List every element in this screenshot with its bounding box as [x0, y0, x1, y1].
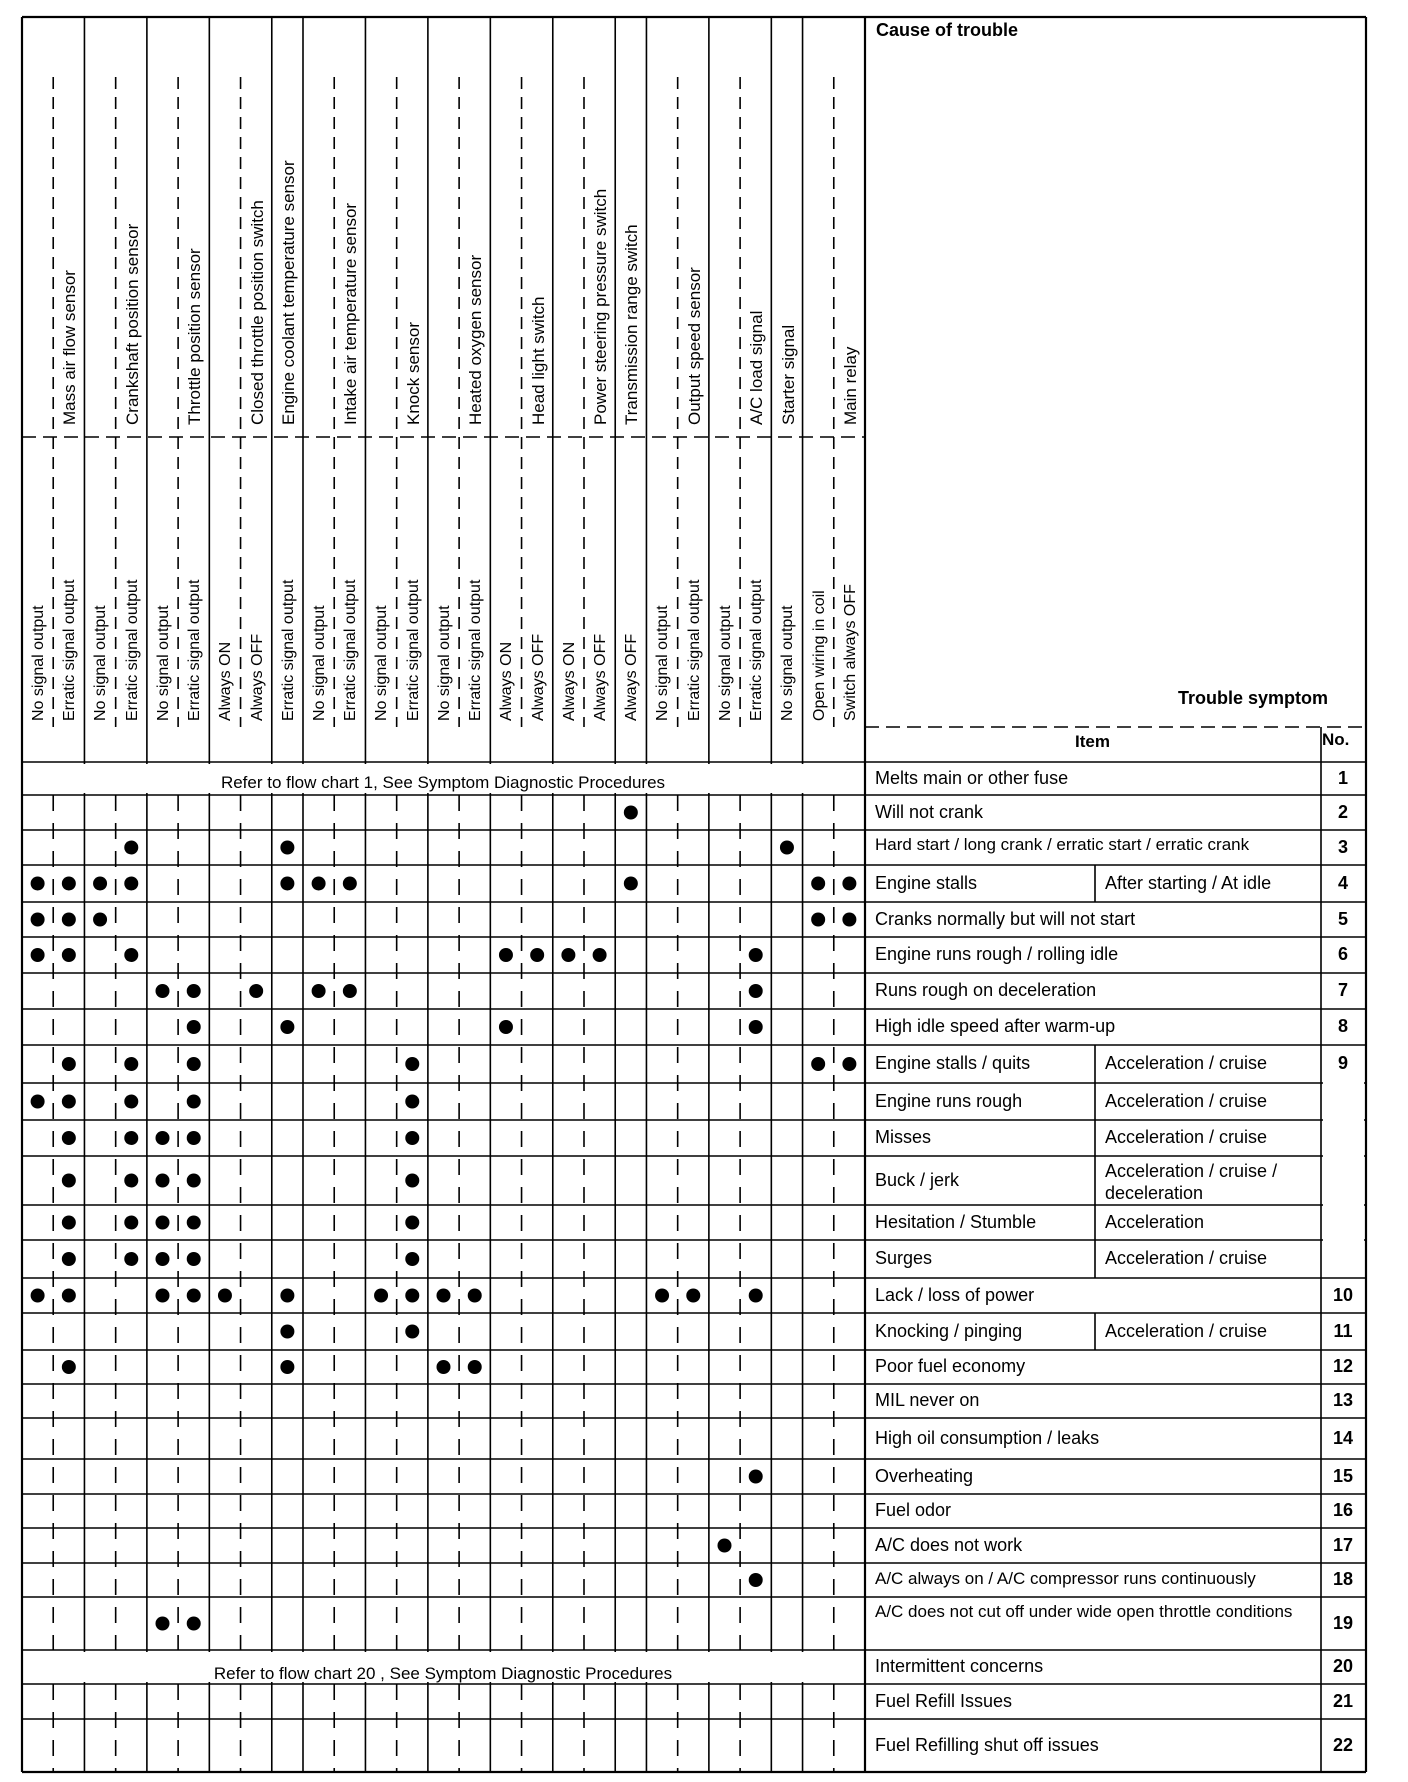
symptom-condition: Acceleration / cruise — [1105, 1248, 1268, 1268]
symptom-dot — [156, 984, 170, 998]
sub-column-label: Always ON — [217, 641, 235, 721]
symptom-dot — [62, 913, 76, 927]
symptom-dot — [31, 913, 45, 927]
symptom-dot — [249, 984, 263, 998]
symptom-item: Intermittent concerns — [875, 1656, 1044, 1676]
symptom-dot — [124, 1174, 138, 1188]
symptom-item: Melts main or other fuse — [875, 767, 1069, 788]
symptom-dot — [156, 1174, 170, 1188]
no-column-header: No. — [1322, 730, 1350, 749]
symptom-dot — [187, 1617, 201, 1631]
symptom-dot — [187, 1252, 201, 1266]
symptom-dot — [561, 948, 575, 962]
symptom-dot — [437, 1289, 451, 1303]
symptom-number: 22 — [1332, 1734, 1354, 1755]
symptom-dot — [124, 877, 138, 891]
symptom-number: 20 — [1332, 1656, 1354, 1676]
flow-chart-20-banner: Refer to flow chart 20 , See Symptom Diagnostic Procedures — [213, 1664, 673, 1683]
symptom-item: Surges — [875, 1248, 933, 1268]
symptom-dot — [405, 1095, 419, 1109]
symptom-dot — [156, 1617, 170, 1631]
symptom-number: 18 — [1332, 1569, 1354, 1589]
symptom-dot — [187, 1131, 201, 1145]
symptom-dot — [31, 1289, 45, 1303]
symptom-item: Fuel Refill Issues — [875, 1690, 1013, 1711]
symptom-dot — [218, 1289, 232, 1303]
symptom-item: Engine stalls — [875, 872, 978, 893]
symptom-dot — [842, 913, 856, 927]
symptom-dot — [62, 1174, 76, 1188]
group-label: Heated oxygen sensor — [466, 254, 486, 425]
group-label: Transmission range switch — [622, 224, 642, 425]
symptom-item: Engine stalls / quits — [875, 1053, 1031, 1073]
sub-column-label: Open wiring in coil — [810, 590, 828, 721]
sub-column-label: No signal output — [716, 605, 734, 721]
symptom-number: 5 — [1337, 908, 1348, 929]
symptom-dot — [405, 1131, 419, 1145]
group-label: Throttle position sensor — [185, 248, 205, 425]
symptom-dot — [187, 1289, 201, 1303]
symptom-dot — [686, 1289, 700, 1303]
group-label: A/C load signal — [747, 310, 767, 425]
symptom-number: 6 — [1337, 944, 1348, 964]
symptom-dot — [811, 877, 825, 891]
sub-column-label: Always OFF — [623, 633, 641, 721]
symptom-dot — [124, 1057, 138, 1071]
group-label: Output speed sensor — [684, 267, 704, 425]
symptom-number: 14 — [1332, 1427, 1354, 1448]
symptom-item: High idle speed after warm-up — [875, 1016, 1116, 1036]
symptom-condition: Acceleration / cruise / deceleration — [1105, 1161, 1278, 1203]
item-column-header: Item — [1075, 732, 1110, 751]
symptom-number: 13 — [1332, 1390, 1354, 1410]
symptom-item: Hesitation / Stumble — [875, 1211, 1037, 1232]
symptom-item: A/C does not work — [875, 1534, 1023, 1555]
sub-column-label: Erratic signal output — [342, 579, 360, 721]
symptom-dot — [62, 1360, 76, 1374]
merged-no-cell — [1323, 1203, 1364, 1207]
symptom-dot — [156, 1216, 170, 1230]
sub-column-label: Always OFF — [592, 633, 609, 721]
symptom-dot — [811, 913, 825, 927]
merged-no-cell — [1323, 1154, 1364, 1158]
symptom-dot — [187, 984, 201, 998]
symptom-number: 21 — [1332, 1690, 1354, 1711]
merged-no-cell — [1323, 1118, 1364, 1122]
symptom-item: Buck / jerk — [875, 1169, 960, 1190]
symptom-dot — [124, 1216, 138, 1230]
symptom-number: 8 — [1337, 1016, 1348, 1036]
symptom-dot — [62, 1252, 76, 1266]
merged-no-cell — [1323, 1238, 1364, 1242]
symptom-dot — [405, 1057, 419, 1071]
symptom-number: 4 — [1337, 872, 1348, 893]
sub-column-label: No signal output — [779, 605, 797, 721]
symptom-dot — [124, 1131, 138, 1145]
symptom-number: 17 — [1332, 1534, 1354, 1555]
symptom-dot — [405, 1289, 419, 1303]
symptom-item: Engine runs rough — [875, 1090, 1023, 1111]
symptom-condition: Acceleration — [1105, 1211, 1205, 1232]
sub-column-label: Erratic signal output — [61, 579, 79, 721]
symptom-item: Cranks normally but will not start — [875, 908, 1136, 929]
symptom-dot — [280, 841, 294, 855]
symptom-number: 7 — [1337, 980, 1348, 1000]
sub-column-label: Erratic signal output — [404, 579, 422, 721]
symptom-dot — [718, 1539, 732, 1553]
symptom-condition: Acceleration / cruise — [1105, 1320, 1268, 1341]
symptom-dot — [780, 841, 794, 855]
symptom-dot — [468, 1289, 482, 1303]
symptom-dot — [280, 1360, 294, 1374]
symptom-dot — [31, 1095, 45, 1109]
symptom-condition: After starting / At idle — [1105, 872, 1272, 893]
symptom-dot — [437, 1360, 451, 1374]
sub-column-label: Erratic signal output — [467, 579, 485, 721]
symptom-number: 2 — [1337, 801, 1348, 822]
group-label: Main relay — [841, 346, 860, 425]
symptom-number: 12 — [1332, 1356, 1354, 1376]
symptom-dot — [343, 984, 357, 998]
sub-column-label: Erratic signal output — [685, 579, 703, 721]
symptom-dot — [187, 1020, 201, 1034]
symptom-dot — [405, 1252, 419, 1266]
symptom-number: 16 — [1332, 1500, 1354, 1520]
symptom-dot — [124, 948, 138, 962]
group-label: Head light switch — [528, 296, 548, 425]
symptom-dot — [280, 1020, 294, 1034]
sub-column-label: No signal output — [311, 605, 328, 721]
symptom-item: A/C always on / A/C compressor runs continuously — [875, 1569, 1256, 1588]
merged-no-cell — [1323, 1081, 1364, 1085]
sub-column-label: Always ON — [560, 641, 578, 721]
symptom-dot — [530, 948, 544, 962]
sub-column-label: No signal output — [154, 605, 172, 721]
sub-column-label: Erratic signal output — [279, 579, 297, 721]
symptom-dot — [187, 1057, 201, 1071]
symptom-dot — [280, 877, 294, 891]
symptom-dot — [187, 1174, 201, 1188]
symptom-dot — [655, 1289, 669, 1303]
sub-column-label: Always OFF — [248, 633, 266, 721]
symptom-number: 15 — [1332, 1465, 1354, 1486]
symptom-condition: Acceleration / cruise — [1105, 1127, 1268, 1147]
symptom-dot — [749, 1289, 763, 1303]
symptom-dot — [156, 1252, 170, 1266]
symptom-dot — [124, 1252, 138, 1266]
sub-column-label: No signal output — [654, 605, 672, 721]
symptom-number: 9 — [1337, 1053, 1348, 1073]
symptom-dot — [343, 877, 357, 891]
symptom-dot — [93, 877, 107, 891]
symptom-condition: Acceleration / cruise — [1105, 1090, 1268, 1111]
group-label: Crankshaft position sensor — [122, 223, 142, 425]
symptom-dot — [31, 948, 45, 962]
symptom-dot — [749, 1470, 763, 1484]
sub-column-label: Erratic signal output — [186, 579, 204, 721]
symptom-dot — [312, 877, 326, 891]
symptom-dot — [187, 1216, 201, 1230]
sub-column-label: Erratic signal output — [123, 579, 141, 721]
symptom-item: Overheating — [875, 1465, 974, 1486]
symptom-dot — [156, 1131, 170, 1145]
sub-column-label: No signal output — [92, 605, 110, 721]
symptom-item: Knocking / pinging — [875, 1320, 1023, 1341]
symptom-number: 19 — [1332, 1612, 1354, 1633]
symptom-dot — [62, 948, 76, 962]
symptom-dot — [124, 841, 138, 855]
symptom-dot — [62, 1289, 76, 1303]
symptom-item: MIL never on — [875, 1390, 980, 1410]
symptom-dot — [62, 877, 76, 891]
symptom-number: 11 — [1333, 1320, 1353, 1341]
symptom-dot — [187, 1095, 201, 1109]
sub-column-label: No signal output — [373, 605, 391, 721]
symptom-number: 10 — [1332, 1284, 1354, 1305]
sub-column-label: Switch always OFF — [841, 584, 859, 721]
symptom-dot — [842, 1057, 856, 1071]
symptom-item: Hard start / long crank / erratic start / erratic crank — [875, 835, 1250, 854]
symptom-item: High oil consumption / leaks — [875, 1427, 1100, 1448]
symptom-dot — [374, 1289, 388, 1303]
symptom-dot — [124, 1095, 138, 1109]
symptom-dot — [405, 1325, 419, 1339]
group-label: Mass air flow sensor — [60, 270, 80, 425]
group-label: Closed throttle position switch — [247, 200, 267, 425]
flow-chart-1-banner: Refer to flow chart 1, See Symptom Diagnostic Procedures — [220, 773, 666, 792]
symptom-dot — [62, 1216, 76, 1230]
group-label: Knock sensor — [403, 322, 423, 425]
symptom-item: Misses — [875, 1127, 932, 1147]
sub-column-label: Always ON — [498, 641, 516, 721]
sub-column-label: No signal output — [435, 605, 453, 721]
trouble-symptom-title: Trouble symptom — [1178, 688, 1329, 708]
symptom-item: Will not crank — [875, 801, 984, 822]
group-label: Intake air temperature sensor — [341, 202, 361, 425]
symptom-number: 3 — [1337, 836, 1348, 857]
symptom-item: Lack / loss of power — [875, 1284, 1035, 1305]
symptom-item: A/C does not cut off under wide open throttle conditions — [875, 1602, 1293, 1621]
sub-column-label: Erratic signal output — [748, 579, 766, 721]
symptom-item: Runs rough on deceleration — [875, 980, 1097, 1000]
symptom-dot — [624, 806, 638, 820]
symptom-dot — [156, 1289, 170, 1303]
symptom-number: 1 — [1337, 767, 1348, 788]
symptom-dot — [749, 1573, 763, 1587]
symptom-dot — [31, 877, 45, 891]
symptom-item: Engine runs rough / rolling idle — [875, 944, 1119, 964]
symptom-dot — [499, 948, 513, 962]
symptom-dot — [499, 1020, 513, 1034]
symptom-dot — [405, 1174, 419, 1188]
symptom-dot — [312, 984, 326, 998]
symptom-dot — [749, 948, 763, 962]
group-label: Engine coolant temperature sensor — [279, 160, 298, 425]
symptom-dot — [749, 984, 763, 998]
cause-of-trouble-title: Cause of trouble — [876, 20, 1019, 40]
symptom-item: Poor fuel economy — [875, 1356, 1026, 1376]
symptom-condition: Acceleration / cruise — [1105, 1053, 1268, 1073]
symptom-dot — [468, 1360, 482, 1374]
symptom-dot — [62, 1057, 76, 1071]
symptom-dot — [624, 877, 638, 891]
group-label: Starter signal — [778, 324, 798, 425]
sub-column-label: Always OFF — [529, 633, 547, 721]
symptom-dot — [93, 913, 107, 927]
symptom-item: Fuel odor — [875, 1500, 952, 1520]
symptom-dot — [280, 1289, 294, 1303]
symptom-dot — [811, 1057, 825, 1071]
symptom-dot — [280, 1325, 294, 1339]
group-label: Power steering pressure switch — [591, 188, 611, 425]
symptom-dot — [593, 948, 607, 962]
symptom-dot — [842, 877, 856, 891]
symptom-dot — [62, 1095, 76, 1109]
symptom-dot — [749, 1020, 763, 1034]
symptom-item: Fuel Refilling shut off issues — [875, 1734, 1099, 1755]
symptom-dot — [62, 1131, 76, 1145]
sub-column-label: No signal output — [30, 605, 47, 721]
symptom-dot — [405, 1216, 419, 1230]
